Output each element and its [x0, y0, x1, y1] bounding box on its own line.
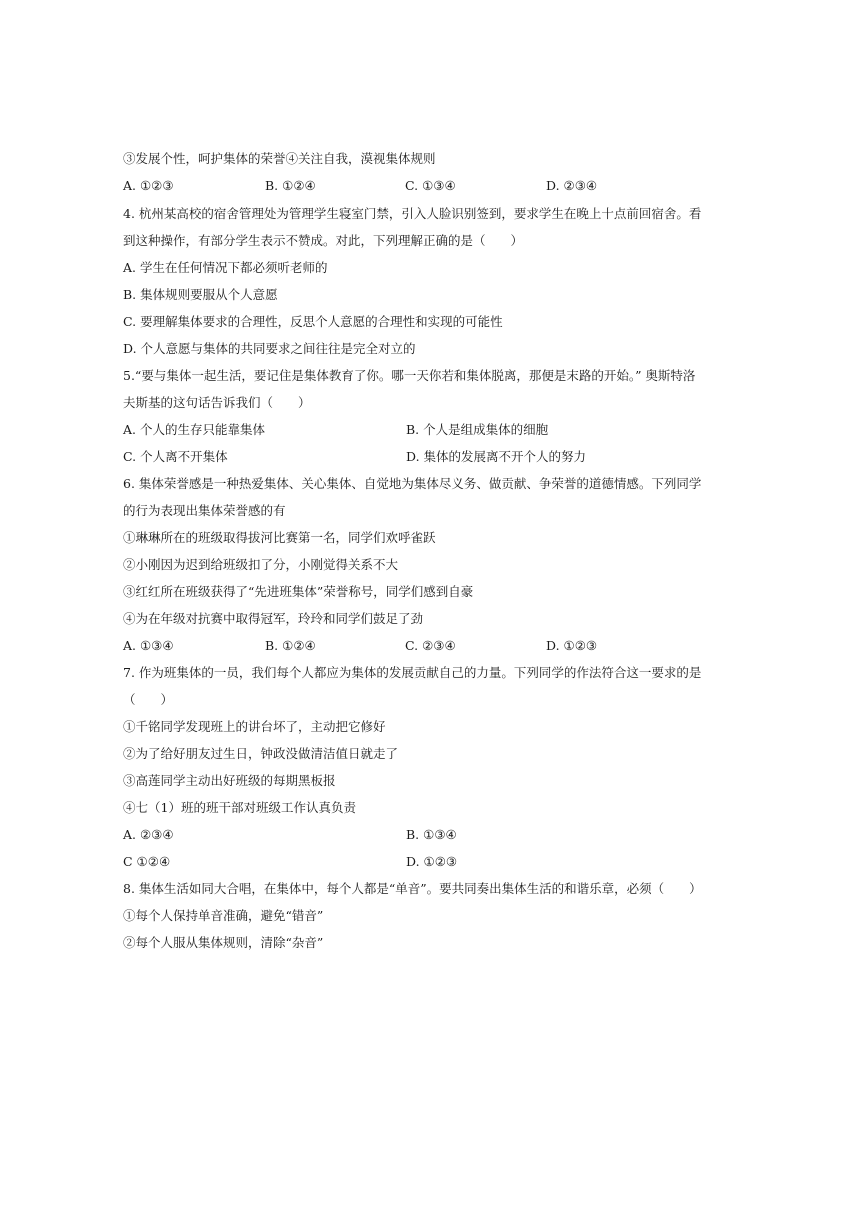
q7-option-a: A. ②③④ [123, 827, 174, 842]
q8-item-1: ①每个人保持单音准确，避免“错音” [123, 908, 324, 923]
q6-item-2: ②小刚因为迟到给班级扣了分，小刚觉得关系不大 [123, 557, 399, 572]
q6-stem-line1: 6. 集体荣誉感是一种热爱集体、关心集体、自觉地为集体尽义务、做贡献、争荣誉的道德情感。下列同学 [123, 476, 702, 491]
q4-stem-line2: 到这种操作，有部分学生表示不赞成。对此，下列理解正确的是（ ） [123, 233, 524, 248]
q7-stem-line1: 7. 作为班集体的一员，我们每个人都应为集体的发展贡献自己的力量。下列同学的作法符合这一要求的是 [123, 665, 702, 680]
q3-option-d: D. ②③④ [546, 178, 598, 193]
q4-stem-line1: 4. 杭州某高校的宿舍管理处为管理学生寝室门禁，引入人脸识别签到，要求学生在晚上十点前回宿舍。看 [123, 206, 702, 221]
q4-option-a: A. 学生在任何情况下都必须听老师的 [123, 260, 328, 275]
q6-item-1: ①琳琳所在的班级取得拔河比赛第一名，同学们欢呼雀跃 [123, 530, 436, 545]
q7-option-c: C ①②④ [123, 854, 171, 869]
q7-item-4: ④七（1）班的班干部对班级工作认真负责 [123, 800, 356, 815]
q7-item-1: ①千铭同学发现班上的讲台坏了，主动把它修好 [123, 719, 386, 734]
q3-items-3-4: ③发展个性，呵护集体的荣誉④关注自我，漠视集体规则 [123, 151, 436, 166]
q5-option-a: A. 个人的生存只能靠集体 [123, 422, 265, 437]
q7-stem-line2: （ ） [123, 692, 174, 707]
q7-option-d: D. ①②③ [406, 854, 458, 869]
q5-stem-line2: 夫斯基的这句话告诉我们（ ） [123, 395, 311, 410]
q6-option-b: B. ①②④ [265, 638, 316, 653]
q3-option-c: C. ①③④ [405, 178, 456, 193]
q5-option-c: C. 个人离不开集体 [123, 449, 228, 464]
q7-option-b: B. ①③④ [406, 827, 457, 842]
q8-item-2: ②每个人服从集体规则，清除“杂音” [123, 935, 324, 950]
q3-option-b: B. ①②④ [265, 178, 316, 193]
q4-option-b: B. 集体规则要服从个人意愿 [123, 287, 278, 302]
q7-item-3: ③高莲同学主动出好班级的每期黑板报 [123, 773, 336, 788]
q5-option-b: B. 个人是组成集体的细胞 [406, 422, 549, 437]
q5-stem-line1: 5.“要与集体一起生活，要记住是集体教育了你。哪一天你若和集体脱离，那便是末路的开始。” 奥斯特洛 [123, 368, 696, 383]
q6-option-d: D. ①②③ [546, 638, 598, 653]
q6-option-a: A. ①③④ [123, 638, 174, 653]
q8-stem-line1: 8. 集体生活如同大合唱，在集体中，每个人都是“单音”。要共同奏出集体生活的和谐乐章，必须（ ） [123, 881, 702, 896]
q6-stem-line2: 的行为表现出集体荣誉感的有 [123, 503, 286, 518]
q4-option-d: D. 个人意愿与集体的共同要求之间往往是完全对立的 [123, 341, 416, 356]
q4-option-c: C. 要理解集体要求的合理性，反思个人意愿的合理性和实现的可能性 [123, 314, 503, 329]
q6-item-3: ③红红所在班级获得了“先进班集体”荣誉称号，同学们感到自豪 [123, 584, 474, 599]
q3-option-a: A. ①②③ [123, 178, 174, 193]
q6-option-c: C. ②③④ [405, 638, 456, 653]
q6-item-4: ④为在年级对抗赛中取得冠军，玲玲和同学们鼓足了劲 [123, 611, 424, 626]
q7-item-2: ②为了给好朋友过生日，钟政没做清洁值日就走了 [123, 746, 399, 761]
q5-option-d: D. 集体的发展离不开个人的努力 [406, 449, 587, 464]
